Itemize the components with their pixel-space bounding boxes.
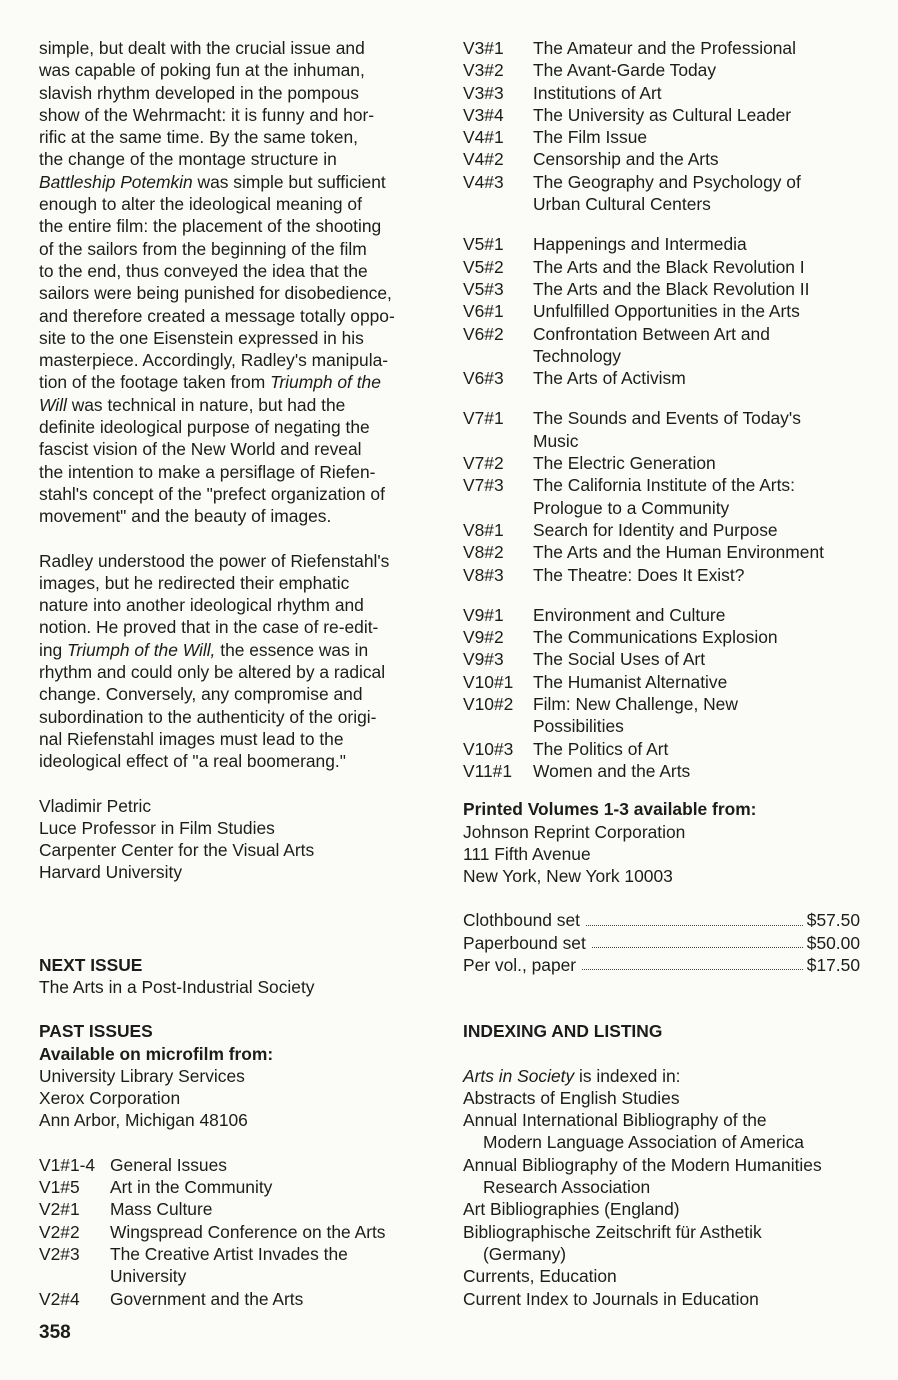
index-entry: Bibliographische Zeitschrift für Asthetik bbox=[463, 1221, 762, 1242]
text-line: definite ideological purpose of negating the bbox=[39, 417, 370, 438]
issue-code: V9#1 bbox=[463, 604, 504, 625]
dot-leader bbox=[592, 932, 803, 948]
list-item bbox=[463, 82, 868, 104]
list-item bbox=[463, 104, 868, 126]
price-value: $57.50 bbox=[806, 910, 860, 931]
issue-title: The Avant-Garde Today bbox=[533, 60, 717, 81]
issue-title: Environment and Culture bbox=[533, 604, 726, 625]
list-item bbox=[39, 1198, 444, 1220]
issue-title: The Social Uses of Art bbox=[533, 649, 706, 670]
issue-title: Government and the Arts bbox=[110, 1288, 304, 1309]
text-line: the entire film: the placement of the shooting bbox=[39, 216, 382, 237]
list-item bbox=[463, 604, 868, 626]
issue-title: The University as Cultural Leader bbox=[533, 104, 792, 125]
price-value: $50.00 bbox=[806, 932, 860, 953]
issue-code: V4#2 bbox=[463, 149, 504, 170]
past-issues-group-3 bbox=[463, 407, 868, 585]
price-row bbox=[463, 909, 860, 931]
text-line: sailors were being punished for disobedience, bbox=[39, 283, 392, 304]
issue-title: The Humanist Alternative bbox=[533, 671, 728, 692]
issue-title: Confrontation Between Art and Technology bbox=[533, 323, 770, 366]
issue-title: The Communications Explosion bbox=[533, 627, 778, 648]
list-item bbox=[463, 323, 868, 368]
indexing-intro-text: is indexed in: bbox=[574, 1065, 681, 1086]
issue-title: The Arts and the Black Revolution II bbox=[533, 278, 810, 299]
issue-title: The Theatre: Does It Exist? bbox=[533, 564, 745, 585]
list-item bbox=[463, 519, 868, 541]
issue-code: V6#3 bbox=[463, 368, 504, 389]
issue-title: Mass Culture bbox=[110, 1199, 213, 1220]
issue-title: The Electric Generation bbox=[533, 453, 716, 474]
issue-code: V1#5 bbox=[39, 1177, 80, 1198]
issue-code: V7#2 bbox=[463, 453, 504, 474]
issue-title: The Arts and the Human Environment bbox=[533, 542, 824, 563]
issue-code: V9#3 bbox=[463, 649, 504, 670]
address-line: University Library Services bbox=[39, 1065, 245, 1086]
issue-title: The Amateur and the Professional bbox=[533, 38, 796, 58]
text-line: notion. He proved that in the case of re-edit- bbox=[39, 617, 379, 638]
text-line: stahl's concept of the "prefect organization of bbox=[39, 483, 385, 504]
list-item bbox=[39, 1288, 444, 1310]
issue-code: V8#2 bbox=[463, 542, 504, 563]
text-line: and therefore created a message totally oppo- bbox=[39, 305, 395, 326]
issue-title: Film: New Challenge, New Possibilities bbox=[533, 694, 738, 737]
indexing-intro bbox=[463, 1065, 868, 1087]
issue-title: The California Institute of the Arts: Prologue to a Community bbox=[533, 475, 795, 518]
list-item bbox=[463, 171, 868, 216]
text-line: subordination to the authenticity of the origi- bbox=[39, 706, 377, 727]
list-item bbox=[39, 1176, 444, 1198]
issue-code: V6#2 bbox=[463, 323, 504, 344]
author-institution: Harvard University bbox=[39, 862, 183, 883]
index-entry: Annual Bibliography of the Modern Humanities bbox=[463, 1154, 822, 1175]
list-item bbox=[463, 474, 868, 519]
author-title: Luce Professor in Film Studies bbox=[39, 817, 275, 838]
issue-code: V5#1 bbox=[463, 234, 504, 255]
issue-code: V1#1-4 bbox=[39, 1154, 96, 1175]
list-item bbox=[463, 738, 868, 760]
index-entry-cont: Modern Language Association of America bbox=[483, 1132, 804, 1153]
issue-code: V2#2 bbox=[39, 1221, 80, 1242]
list-item bbox=[463, 300, 868, 322]
issue-code: V3#3 bbox=[463, 82, 504, 103]
address-line: New York, New York 10003 bbox=[463, 866, 673, 887]
indexing-section bbox=[463, 1020, 868, 1310]
dot-leader bbox=[582, 954, 803, 970]
issue-title: Unfulfilled Opportunities in the Arts bbox=[533, 301, 800, 322]
dot-leader bbox=[586, 909, 803, 925]
past-issues-group-2 bbox=[463, 233, 868, 389]
issue-title: Censorship and the Arts bbox=[533, 149, 719, 170]
issue-code: V8#3 bbox=[463, 564, 504, 585]
text-line: change. Conversely, any compromise and bbox=[39, 684, 363, 705]
past-issues-group-4 bbox=[463, 604, 868, 782]
text-line: Radley understood the power of Riefenstahl's bbox=[39, 550, 390, 571]
text-line: ideological effect of "a real boomerang." bbox=[39, 751, 346, 772]
issue-code: V10#1 bbox=[463, 671, 514, 692]
issue-title: The Arts of Activism bbox=[533, 368, 686, 389]
list-item bbox=[463, 278, 868, 300]
issue-title: Art in the Community bbox=[110, 1177, 273, 1198]
issue-title: Wingspread Conference on the Arts bbox=[110, 1221, 386, 1242]
text-line: Battleship Potemkin was simple but sufficient bbox=[39, 171, 386, 192]
text-line: rific at the same time. By the same token, bbox=[39, 127, 358, 148]
index-entry: Art Bibliographies (England) bbox=[463, 1199, 680, 1220]
printed-volumes-section bbox=[463, 798, 868, 887]
author-signature bbox=[39, 795, 444, 884]
text-line: site to the one Eisenstein expressed in his bbox=[39, 327, 364, 348]
issue-code: V7#3 bbox=[463, 475, 504, 496]
printed-volumes-heading: Printed Volumes 1-3 available from: bbox=[463, 799, 757, 820]
text-line: Will was technical in nature, but had the bbox=[39, 394, 346, 415]
text-line: ing Triumph of the Will, the essence was in bbox=[39, 639, 369, 660]
past-issues-section bbox=[39, 1020, 444, 1131]
issue-title: Women and the Arts bbox=[533, 760, 691, 781]
list-item bbox=[463, 564, 868, 586]
text-line: tion of the footage taken from Triumph of the bbox=[39, 372, 381, 393]
text-line: fascist vision of the New World and reveal bbox=[39, 439, 362, 460]
article-paragraph-1 bbox=[39, 37, 444, 528]
issue-code: V4#1 bbox=[463, 127, 504, 148]
issue-code: V2#3 bbox=[39, 1243, 80, 1264]
text-line: enough to alter the ideological meaning of bbox=[39, 194, 362, 215]
left-column bbox=[39, 37, 444, 1310]
text-line: of the sailors from the beginning of the film bbox=[39, 238, 367, 259]
issue-code: V10#3 bbox=[463, 738, 514, 759]
issue-code: V5#2 bbox=[463, 256, 504, 277]
list-item bbox=[463, 59, 868, 81]
list-item bbox=[463, 671, 868, 693]
price-label: Per vol., paper bbox=[463, 954, 577, 975]
list-item bbox=[463, 760, 868, 782]
address-line: Xerox Corporation bbox=[39, 1088, 181, 1109]
list-item bbox=[463, 452, 868, 474]
index-entry: Annual International Bibliography of the bbox=[463, 1110, 767, 1131]
price-label: Paperbound set bbox=[463, 932, 586, 953]
price-list bbox=[463, 909, 860, 976]
issue-code: V11#1 bbox=[463, 760, 512, 781]
issue-title: General Issues bbox=[110, 1154, 227, 1175]
index-entry-cont: Research Association bbox=[483, 1177, 651, 1198]
address-line: Johnson Reprint Corporation bbox=[463, 821, 686, 842]
price-value: $17.50 bbox=[806, 954, 860, 975]
issue-title: The Creative Artist Invades the University bbox=[110, 1243, 348, 1287]
text-line: images, but he redirected their emphatic bbox=[39, 572, 350, 593]
past-issues-subheading: Available on microfilm from: bbox=[39, 1043, 274, 1064]
past-issues-heading: PAST ISSUES bbox=[39, 1021, 153, 1042]
list-item bbox=[39, 1243, 444, 1288]
author-name: Vladimir Petric bbox=[39, 795, 152, 816]
page-number: 358 bbox=[39, 1322, 71, 1343]
text-line: was capable of poking fun at the inhuman, bbox=[39, 60, 365, 81]
issue-title: The Film Issue bbox=[533, 127, 648, 148]
text-line: nal Riefenstahl images must lead to the bbox=[39, 728, 344, 749]
text-line: to the end, thus conveyed the idea that the bbox=[39, 260, 368, 281]
address-line: 111 Fifth Avenue bbox=[463, 843, 591, 864]
past-issues-group-1 bbox=[463, 37, 868, 215]
text-line: simple, but dealt with the crucial issue and bbox=[39, 38, 365, 58]
text-line: masterpiece. Accordingly, Radley's manipula- bbox=[39, 350, 389, 371]
list-item bbox=[463, 233, 868, 255]
list-item bbox=[463, 626, 868, 648]
issue-title: The Politics of Art bbox=[533, 738, 669, 759]
issue-title: Institutions of Art bbox=[533, 82, 662, 103]
list-item bbox=[463, 367, 868, 389]
text-line: the intention to make a persiflage of Riefen- bbox=[39, 461, 376, 482]
article-paragraph-2 bbox=[39, 550, 444, 773]
issue-code: V2#1 bbox=[39, 1199, 80, 1220]
next-issue-title: The Arts in a Post-Industrial Society bbox=[39, 976, 315, 997]
issue-code: V10#2 bbox=[463, 694, 514, 715]
list-item bbox=[463, 126, 868, 148]
right-column bbox=[463, 37, 868, 1310]
issue-code: V6#1 bbox=[463, 301, 504, 322]
next-issue-heading: NEXT ISSUE bbox=[39, 954, 143, 975]
list-item bbox=[463, 37, 868, 59]
list-item bbox=[463, 648, 868, 670]
index-entry: Current Index to Journals in Education bbox=[463, 1288, 759, 1309]
issue-code: V4#3 bbox=[463, 171, 504, 192]
issue-title: The Arts and the Black Revolution I bbox=[533, 256, 805, 277]
issue-title: The Sounds and Events of Today's Music bbox=[533, 408, 801, 451]
next-issue-section bbox=[39, 954, 444, 999]
text-line: movement" and the beauty of images. bbox=[39, 506, 332, 527]
indexing-heading: INDEXING AND LISTING bbox=[463, 1021, 663, 1042]
list-item bbox=[39, 1154, 444, 1176]
issue-code: V3#1 bbox=[463, 38, 504, 58]
issue-title: The Geography and Psychology of Urban Cultural Centers bbox=[533, 171, 801, 215]
issue-code: V3#2 bbox=[463, 60, 504, 81]
list-item bbox=[39, 1221, 444, 1243]
price-row bbox=[463, 932, 860, 954]
list-item bbox=[463, 541, 868, 563]
address-line: Ann Arbor, Michigan 48106 bbox=[39, 1110, 248, 1131]
index-entry: Abstracts of English Studies bbox=[463, 1087, 680, 1108]
index-entry: Currents, Education bbox=[463, 1266, 617, 1287]
past-issues-list-left bbox=[39, 1154, 444, 1310]
text-line: show of the Wehrmacht: it is funny and hor- bbox=[39, 104, 375, 125]
list-item bbox=[463, 256, 868, 278]
text-line: nature into another ideological rhythm and bbox=[39, 595, 364, 616]
text-line: the change of the montage structure in bbox=[39, 149, 337, 170]
issue-code: V8#1 bbox=[463, 519, 504, 540]
list-item bbox=[463, 148, 868, 170]
issue-code: V2#4 bbox=[39, 1288, 80, 1309]
index-entry-cont: (Germany) bbox=[483, 1243, 567, 1264]
issue-code: V7#1 bbox=[463, 408, 504, 429]
journal-title: Arts in Society bbox=[463, 1065, 575, 1086]
issue-code: V5#3 bbox=[463, 278, 504, 299]
price-label: Clothbound set bbox=[463, 910, 580, 931]
issue-code: V3#4 bbox=[463, 104, 504, 125]
author-affiliation: Carpenter Center for the Visual Arts bbox=[39, 840, 315, 861]
issue-title: Search for Identity and Purpose bbox=[533, 519, 778, 540]
issue-code: V9#2 bbox=[463, 627, 504, 648]
text-line: slavish rhythm developed in the pompous bbox=[39, 82, 359, 103]
issue-title: Happenings and Intermedia bbox=[533, 234, 747, 255]
list-item bbox=[463, 693, 868, 738]
text-line: rhythm and could only be altered by a radical bbox=[39, 662, 386, 683]
list-item bbox=[463, 407, 868, 452]
price-row bbox=[463, 954, 860, 976]
